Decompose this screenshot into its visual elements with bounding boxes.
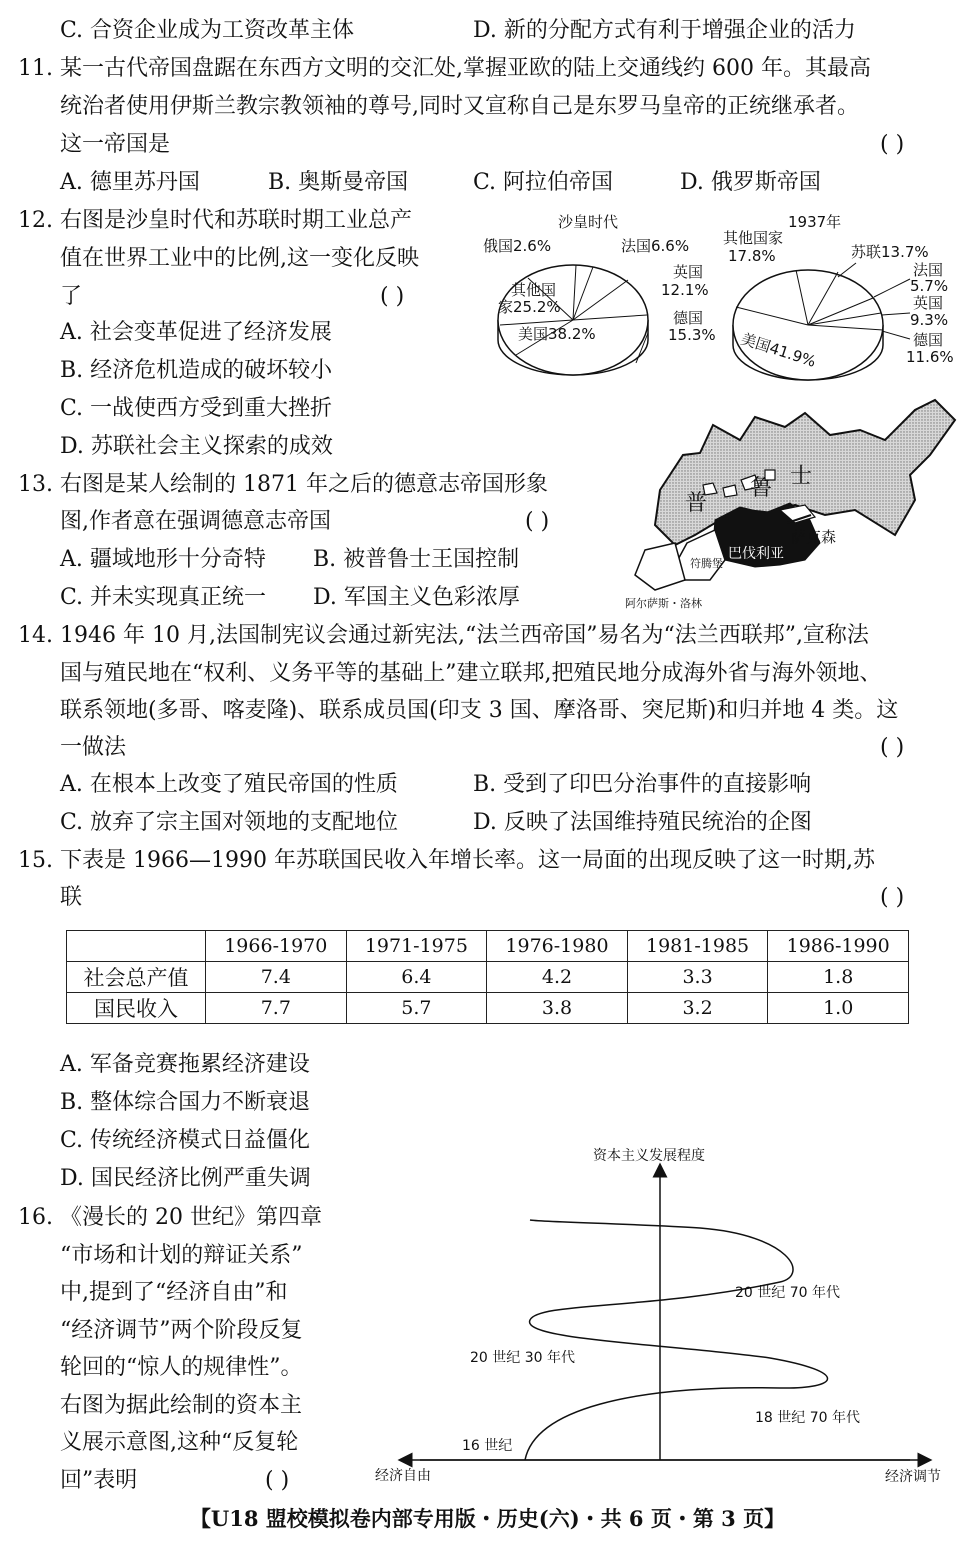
q11-line: 某一古代帝国盘踞在东西方文明的交汇处,掌握亚欧的陆上交通线约 600 年。其最高	[60, 56, 871, 81]
table-header-cell: 1981-1985	[627, 931, 768, 962]
q14-number: 14.	[18, 623, 53, 648]
label-20th-century-70s: 20 世纪 70 年代	[735, 1285, 840, 1301]
map-label-bavaria: 巴伐利亚	[728, 546, 784, 562]
table-header-cell: 1976-1980	[487, 931, 628, 962]
q12-number: 12.	[18, 208, 53, 233]
left-axis-label: 经济自由	[375, 1468, 431, 1484]
pie-charts-figure	[478, 205, 958, 405]
pie2-value-others: 17.8%	[728, 247, 776, 265]
map-label-alsace: 阿尔萨斯・洛林	[625, 597, 702, 610]
q12-line: 右图是沙皇时代和苏联时期工业总产	[60, 208, 413, 233]
pie1-label-germany: 德国	[673, 309, 704, 327]
map-label-wurttemberg: 符腾堡	[690, 557, 723, 570]
yaxis-label: 资本主义发展程度	[593, 1148, 705, 1164]
q11-answer-paren: ( )	[880, 132, 905, 157]
pie2-value-germany: 11.6%	[906, 348, 954, 366]
pie1-value-others: 家25.2%	[498, 298, 561, 316]
q11-option-b: B. 奥斯曼帝国	[268, 170, 409, 195]
pie1-label-uk: 英国	[673, 263, 704, 281]
q13-option-d: D. 军国主义色彩浓厚	[313, 585, 520, 610]
q15-option-d: D. 国民经济比例严重失调	[60, 1166, 311, 1191]
q15-number: 15.	[18, 848, 53, 873]
q13-line: 右图是某人绘制的 1871 年之后的德意志帝国形象	[60, 472, 548, 497]
table-cell: 7.7	[206, 993, 347, 1024]
q12-option-d: D. 苏联社会主义探索的成效	[60, 434, 333, 459]
q11-line: 统治者使用伊斯兰教宗教领袖的尊号,同时又宣称自己是东罗马皇帝的正统继承者。	[60, 94, 859, 119]
q16-line: 轮回的“惊人的规律性”。	[60, 1355, 303, 1380]
pie1-value-germany: 15.3%	[668, 326, 716, 344]
table-row-label: 国民收入	[67, 993, 206, 1024]
q16-number: 16.	[18, 1205, 53, 1230]
q13-line: 图,作者意在强调德意志帝国	[60, 509, 331, 534]
q15-option-b: B. 整体综合国力不断衰退	[60, 1090, 311, 1115]
pie-tsarist	[483, 213, 716, 375]
q14-option-a: A. 在根本上改变了殖民帝国的性质	[60, 772, 398, 797]
map-label-lu: 鲁	[750, 476, 773, 501]
pie1-value-uk: 12.1%	[661, 281, 709, 299]
q10-option-d: D. 新的分配方式有利于增强企业的活力	[473, 18, 856, 43]
table-cell: 7.4	[206, 962, 347, 993]
page-footer: 【U18 盟校模拟卷内部专用版・历史(六)・共 6 页・第 3 页】	[189, 1506, 786, 1531]
table-header-cell	[67, 931, 206, 962]
q16-line: 右图为据此绘制的资本主	[60, 1393, 303, 1418]
q15-line: 下表是 1966—1990 年苏联国民收入年增长率。这一局面的出现反映了这一时期,苏	[60, 848, 875, 873]
q12-answer-paren: ( )	[380, 284, 405, 309]
q16-answer-paren: ( )	[265, 1468, 290, 1493]
pie2-title: 1937年	[788, 213, 842, 231]
pie2-label-usa: 美国41.9%	[738, 329, 819, 371]
pie1-label-others: 其他国	[511, 281, 557, 299]
right-axis-label: 经济调节	[885, 1469, 941, 1485]
q12-option-b: B. 经济危机造成的破坏较小	[60, 358, 333, 383]
table-cell: 6.4	[346, 962, 487, 993]
q16-line: 中,提到了“经济自由”和	[60, 1280, 288, 1305]
map-label-saxony: 萨克森	[791, 528, 837, 546]
q14-line: 一做法	[60, 735, 127, 760]
q16-line: 回”表明	[60, 1468, 138, 1493]
q16-line: “市场和计划的辩证关系”	[60, 1243, 303, 1268]
label-16th-century: 16 世纪	[462, 1438, 513, 1454]
q13-answer-paren: ( )	[525, 509, 550, 534]
q11-option-d: D. 俄罗斯帝国	[680, 170, 821, 195]
pie1-label-russia: 俄国2.6%	[483, 237, 552, 255]
pie2-value-uk: 9.3%	[910, 311, 949, 329]
q16-line: “经济调节”两个阶段反复	[60, 1318, 303, 1343]
q11-option-a: A. 德里苏丹国	[60, 170, 200, 195]
q14-option-c: C. 放弃了宗主国对领地的支配地位	[60, 810, 399, 835]
pie-1937	[723, 213, 954, 380]
table-row	[67, 993, 909, 1024]
map-label-shi: 士	[790, 464, 813, 489]
q10-option-c: C. 合资企业成为工资改革主体	[60, 18, 355, 43]
table-row	[67, 962, 909, 993]
pie2-label-france: 法国	[913, 261, 944, 279]
table-cell: 3.8	[487, 993, 628, 1024]
q11-line: 这一帝国是	[60, 132, 171, 157]
german-empire-map	[615, 395, 965, 610]
q12-option-a: A. 社会变革促进了经济发展	[60, 320, 332, 345]
capitalism-spiral-diagram	[370, 1140, 960, 1495]
pie2-label-uk: 英国	[913, 294, 944, 312]
table-cell: 5.7	[346, 993, 487, 1024]
q15-answer-paren: ( )	[880, 885, 905, 910]
pie2-label-germany: 德国	[913, 331, 944, 349]
q13-option-b: B. 被普鲁士王国控制	[313, 547, 520, 572]
q13-option-a: A. 疆域地形十分奇特	[60, 547, 266, 572]
pie2-label-ussr: 苏联13.7%	[851, 243, 929, 261]
table-header-row	[67, 931, 909, 962]
q11-number: 11.	[18, 56, 53, 81]
q11-option-c: C. 阿拉伯帝国	[473, 170, 614, 195]
table-cell: 3.3	[627, 962, 768, 993]
pie2-label-others: 其他国家	[723, 229, 784, 247]
q16-line: 义展示意图,这种“反复轮	[60, 1430, 299, 1455]
pie2-value-france: 5.7%	[910, 277, 949, 295]
q13-option-c: C. 并未实现真正统一	[60, 585, 267, 610]
q16-line: 《漫长的 20 世纪》第四章	[60, 1205, 322, 1230]
q14-option-d: D. 反映了法国维持殖民统治的企图	[473, 810, 812, 835]
table-cell: 1.0	[768, 993, 909, 1024]
q15-option-a: A. 军备竞赛拖累经济建设	[60, 1052, 310, 1077]
table-header-cell: 1966-1970	[206, 931, 347, 962]
table-row-label: 社会总产值	[67, 962, 206, 993]
map-label-pu: 普	[685, 491, 708, 516]
q14-line: 联系领地(多哥、喀麦隆)、联系成员国(印支 3 国、摩洛哥、突尼斯)和归并地 4 类。这	[60, 698, 899, 723]
label-18th-century-70s: 18 世纪 70 年代	[755, 1410, 860, 1426]
table-header-cell: 1971-1975	[346, 931, 487, 962]
table-cell: 1.8	[768, 962, 909, 993]
q14-option-b: B. 受到了印巴分治事件的直接影响	[473, 772, 812, 797]
table-header-cell: 1986-1990	[768, 931, 909, 962]
pie1-label-usa: 美国38.2%	[518, 325, 596, 343]
q15-option-c: C. 传统经济模式日益僵化	[60, 1128, 311, 1153]
pie1-title: 沙皇时代	[558, 213, 619, 231]
table-cell: 4.2	[487, 962, 628, 993]
q15-line: 联	[60, 885, 83, 910]
pie1-label-france: 法国6.6%	[621, 237, 690, 255]
q12-option-c: C. 一战使西方受到重大挫折	[60, 396, 333, 421]
q13-number: 13.	[18, 472, 53, 497]
label-20th-century-30s: 20 世纪 30 年代	[470, 1350, 575, 1366]
q14-line: 国与殖民地在“权利、义务平等的基础上”建立联邦,把殖民地分成海外省与海外领地、	[60, 661, 882, 686]
table-cell: 3.2	[627, 993, 768, 1024]
q12-line: 了	[60, 284, 83, 309]
q12-line: 值在世界工业中的比例,这一变化反映	[60, 246, 419, 271]
q14-answer-paren: ( )	[880, 735, 905, 760]
growth-rate-table	[66, 930, 909, 1024]
q14-line: 1946 年 10 月,法国制宪议会通过新宪法,“法兰西帝国”易名为“法兰西联邦”,宣称法	[60, 623, 869, 648]
